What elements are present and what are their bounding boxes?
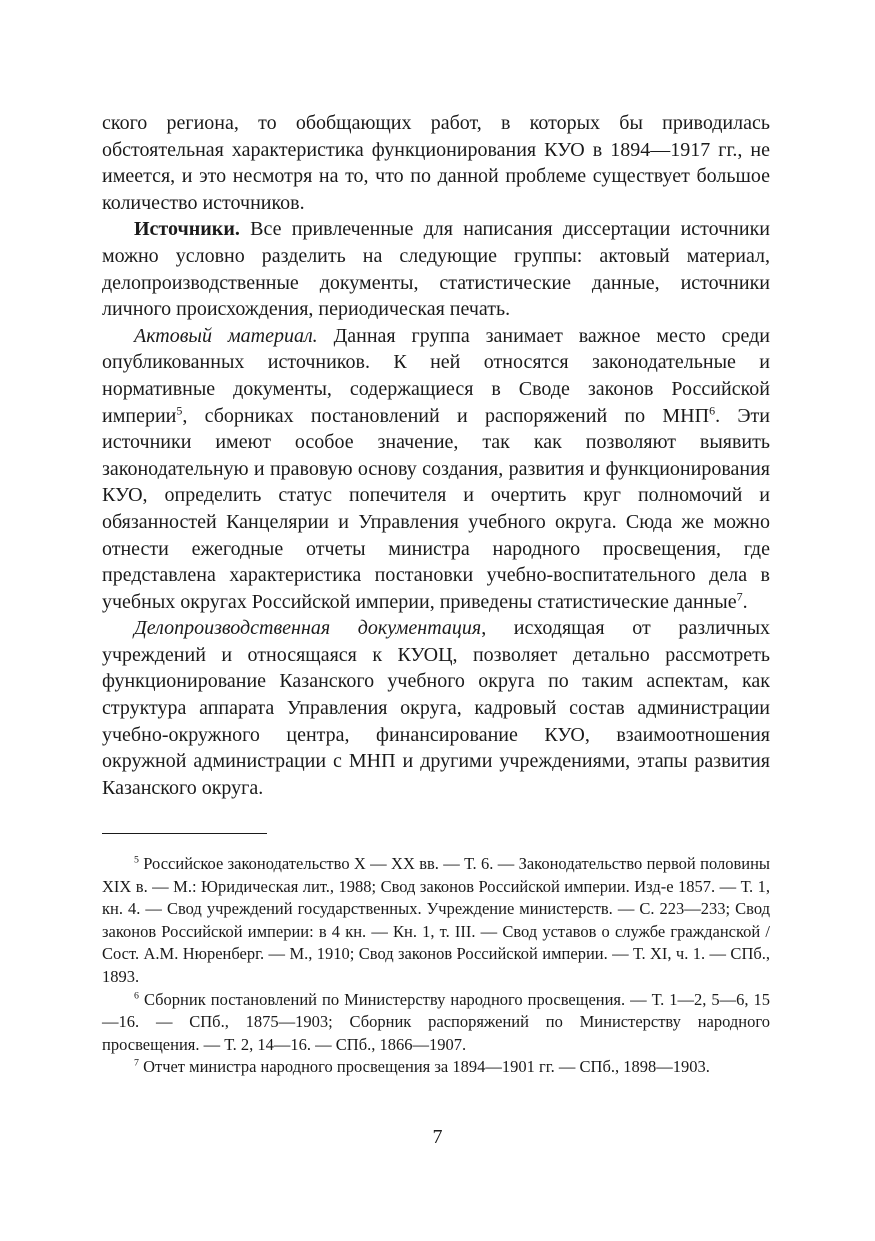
footnote-ref-7: 7	[736, 589, 743, 604]
footnotes	[102, 853, 770, 1079]
paragraph-text: Все привлеченные для написания диссертации источники можно условно разделить на следующие группы: актовый материал, делопроизводственные документы, статистические данные, источники личного происхождения, периодическая печать.	[102, 218, 770, 321]
paragraph-acts	[102, 323, 770, 616]
paragraph-text: ского региона, то обобщающих работ, в которых бы приводилась обстоятельная характеристика функционирования КУО в 1894—1917 гг., не имеется, и это несмотря на то, что по данной проблеме существует большое количество источников.	[102, 112, 770, 214]
footnote-5	[102, 853, 770, 989]
footnote-ref-6: 6	[709, 402, 716, 417]
paragraph-records	[102, 615, 770, 801]
italic-heading-acts: Актовый материал.	[134, 324, 318, 347]
footnote-6	[102, 989, 770, 1057]
footnote-number: 5	[134, 854, 139, 866]
footnote-text: Отчет министра народного просвещения за 1894—1901 гг. — СПб., 1898—1903.	[138, 1057, 710, 1077]
footnote-number: 6	[134, 990, 139, 1002]
section-heading-sources: Источники.	[134, 218, 240, 241]
footnote-number: 7	[134, 1057, 139, 1069]
footnote-text: Сборник постановлений по Министерству народного просвещения. — Т. 1—2, 5—6, 15—16. — СПб., 1875—1903; Сборник распоряжений по Министерству народного просвещения. — Т. 2, 14—16. — СПб., 1866—1907.	[102, 989, 770, 1054]
paragraph-text: , сборниках постановлений и распоряжений по МНП	[182, 404, 710, 427]
page-number: 7	[432, 1126, 443, 1148]
paragraph-text: .	[742, 590, 748, 613]
footnote-text: Российское законодательство X — XX вв. — Т. 6. — Законодательство первой половины XIX в. — М.: Юридическая лит., 1988; Свод законов Российской империи. Изд-е 1857. — Т. 1, кн. 4. — Свод учреждений государственных. Учреждение министерств. — С. 223—233; Свод законов Российской империи: в 4 кн. — Кн. 1, т. III. — Свод уставов о службе гражданской / Сост. А.М. Нюренберг. — М., 1910; Свод законов Российской империи. — Т. XI, ч. 1. — СПб., 1893.	[102, 854, 770, 986]
paragraph-text: . Эти источники имеют особое значение, так как позволяют выявить законодательную и правовую основу создания, развития и функционирования КУО, определить статус попечителя и очертить круг полномочий и обязанностей Канцелярии и Управления учебного округа. Сюда же можно отнести ежегодные отчеты министра народного просвещения, где представлена характеристика постановки учебно-воспитательного дела в учебных округах Российской империи, приведены статистические данные	[102, 404, 770, 613]
paragraph-sources	[102, 216, 770, 322]
footnote-7	[102, 1056, 770, 1079]
paragraph-text: , исходящая от различных учреждений и относящаяся к КУОЦ, позволяет детально рассмотреть функционирование Казанского учебного округа по таким аспектам, как структура аппарата Управления округа, кадровый состав администрации учебно-окружного центра, финансирование КУО, взаимоотношения окружной администрации с МНП и другими учреждениями, этапы развития Казанского округа.	[102, 617, 771, 799]
paragraph-text: Данная группа занимает важное место среди опубликованных источников. К ней относятся законодательные и нормативные документы, содержащиеся в Своде законов Российской империи	[102, 324, 770, 427]
main-text	[102, 110, 770, 801]
paragraph-continuation	[102, 110, 770, 216]
footnote-separator	[102, 833, 267, 834]
italic-heading-records: Делопроизводственная документация	[134, 617, 482, 640]
footnote-ref-5: 5	[176, 402, 183, 417]
